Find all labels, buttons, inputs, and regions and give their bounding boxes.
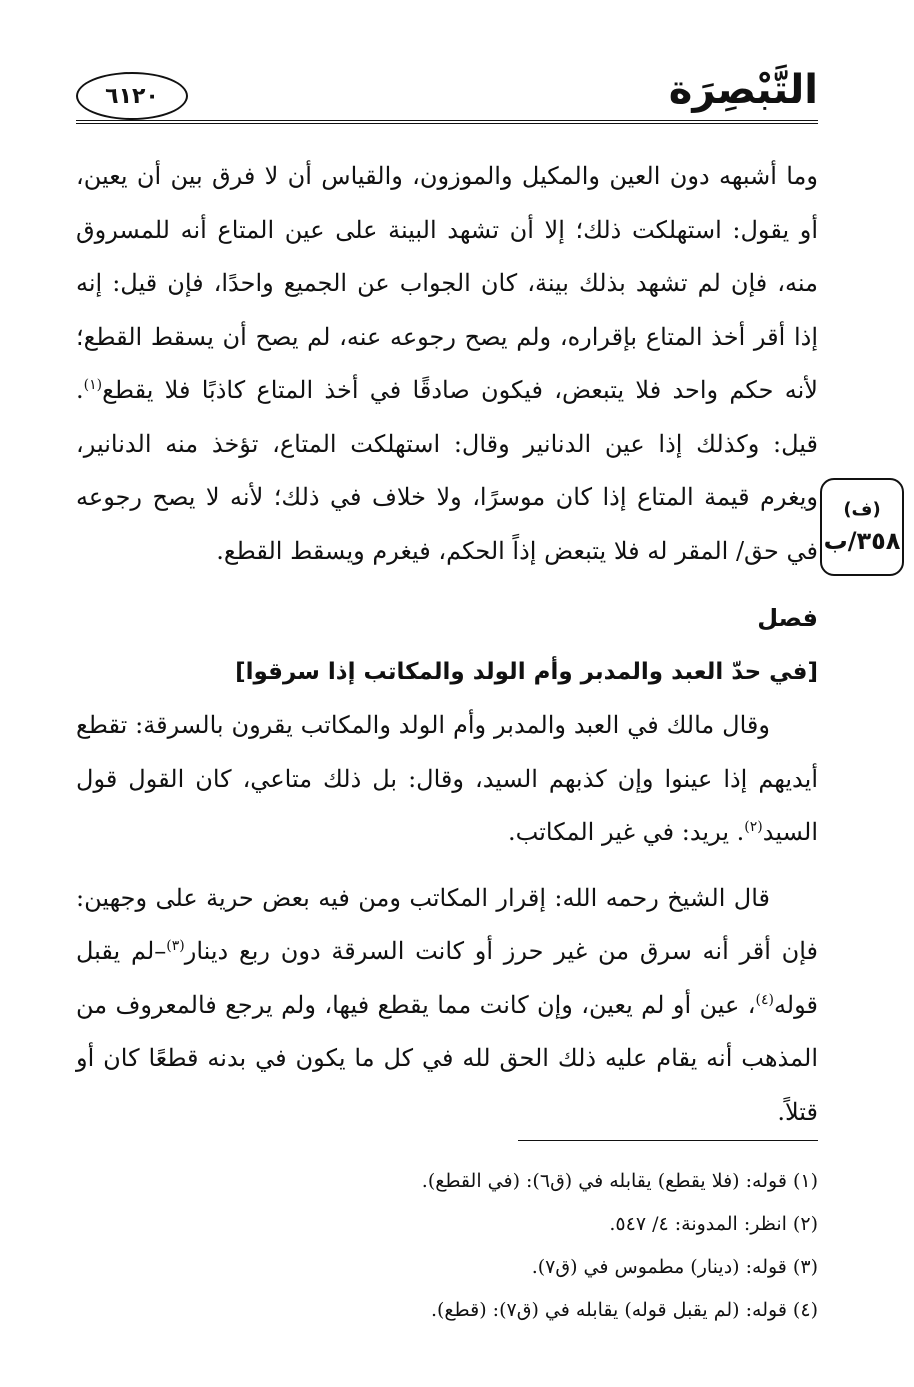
paragraph-3-text-a: قال الشيخ رحمه الله: إقرار المكاتب ومن فيه بعض حرية على وجهين: فإن أقر أنه سرق من غير حرز أو كانت السرقة دون ربع دينار — [76, 883, 819, 965]
footnote-4: (٤) قوله: (لم يقبل قوله) يقابله في (ق٧): (قطع). — [430, 1299, 818, 1321]
header-rule — [76, 120, 818, 124]
folio-number: ٣٥٨/ب — [823, 527, 901, 555]
page-number: ٦١٢٠ — [105, 83, 159, 109]
body-text — [76, 150, 818, 1139]
footnote-ref-4: (٤) — [755, 991, 774, 1008]
footnote-ref-2: (٢) — [744, 819, 763, 835]
page-header — [76, 60, 818, 124]
folio-source-label: (ف) — [843, 499, 881, 520]
paragraph-3-text-b: –لم يقبل قوله — [76, 937, 818, 1019]
footnote-ref-3: (٣) — [166, 938, 185, 954]
page-number-badge — [76, 72, 188, 120]
footnote-3: (٣) قوله: (دينار) مطموس في (ق٧). — [531, 1256, 818, 1278]
paragraph-3-text-c: ، عين أو لم يعين، وإن كانت مما يقطع فيها، ولم يرجع فالمعروف من المذهب أنه يقام عليه ذلك الحق لله في كل ما يكون في بدنه قطعًا كان أو قتلاً. — [76, 990, 818, 1126]
paragraph-3 — [76, 872, 818, 1140]
paragraph-2 — [76, 699, 818, 860]
footnote-2: (٢) انظر: المدونة: ٤/ ٥٤٧. — [609, 1213, 818, 1235]
paragraph-1-text-b: . قيل: وكذلك إذا عين الدنانير وقال: استهلكت المتاع، تؤخذ منه الدنانير، ويغرم قيمة المتاع إذا كان موسرًا، ولا خلاف في ذلك؛ لأنه لا يصح رجوعه في حق/ المقر له فلا يتبعض إذاً الحكم، فيغرم ويسقط القطع. — [76, 376, 819, 565]
footnote-1: (١) قوله: (فلا يقطع) يقابله في (ق٦): (في القطع). — [421, 1170, 818, 1192]
footnote-separator — [518, 1140, 818, 1141]
footnote-ref-1: (١) — [83, 377, 103, 393]
paragraph-1 — [76, 150, 818, 578]
running-title: التَّبْصِرَة — [668, 67, 818, 113]
manuscript-folio-note — [820, 478, 904, 576]
paragraph-2-text-a: وقال مالك في العبد والمدبر وأم الولد والمكاتب يقرون بالسرقة: تقطع أيديهم إذا عينوا وإن كذبهم السيد، وقال: بل ذلك متاعي، كان القول قول السيد — [76, 711, 818, 846]
paragraph-spacer — [76, 860, 818, 872]
paragraph-1-text-a: وما أشبهه دون العين والمكيل والموزون، والقياس أن لا فرق بين أن يعين، أو يقول: استهلكت ذلك؛ إلا أن تشهد البينة على عين المتاع أنه للمسروق منه، فإن لم تشهد بذلك بينة، كان الجواب عن الجميع واحدًا، فإن قيل: إنه إذا أقر أخذ المتاع بإقراره، ولم يصح رجوعه عنه، لم يصح أن يسقط القطع؛ لأنه حكم واحد فلا يتبعض، فيكون صادقًا في أخذ المتاع كاذبًا فلا يقطع — [76, 162, 819, 404]
section-heading: فصل — [757, 604, 818, 632]
section-subheading: [في حدّ العبد والمدبر وأم الولد والمكاتب إذا سرقوا] — [235, 658, 818, 685]
paragraph-2-text-b: . يريد: في غير المكاتب. — [508, 818, 745, 846]
footnotes — [76, 1160, 818, 1332]
